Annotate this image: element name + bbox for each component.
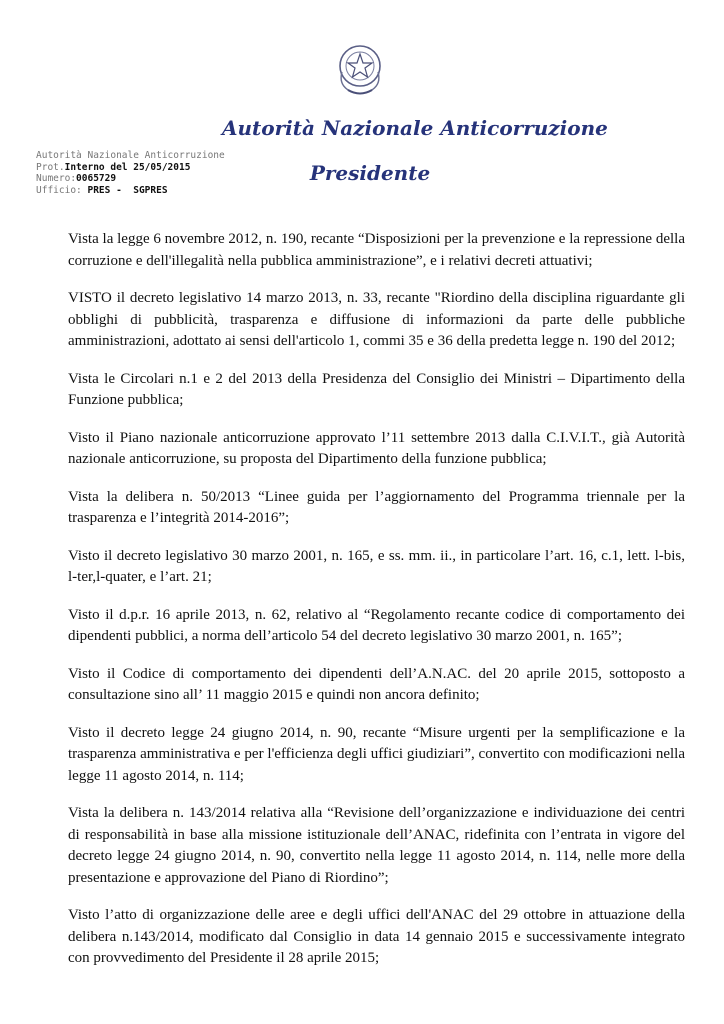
number-label: Numero: bbox=[36, 173, 77, 184]
protocol-stamp bbox=[36, 150, 225, 196]
office-value: PRES - SGPRES bbox=[81, 184, 168, 196]
number-value: 0065729 bbox=[76, 173, 117, 184]
document-body bbox=[68, 229, 685, 970]
paragraph: Visto il Piano nazionale anticorruzione approvato l’11 settembre 2013 dalla C.I.V.I.T., già Autorità nazionale anticorruzione, su proposta del Dipartimento della funzione pubblica; bbox=[68, 429, 685, 467]
protocol-value: Interno del 25/05/2015 bbox=[64, 161, 191, 173]
paragraph: Visto il decreto legge 24 giugno 2014, n. 90, recante “Misure urgenti per la semplificazione e la trasparenza amministrativa e per l'efficienza degli uffici giudiziari”, convertito con modificazioni nella legge 11 agosto 2014, n. 114; bbox=[68, 724, 685, 784]
paragraph: Visto il Codice di comportamento dei dipendenti dell’A.N.AC. del 20 aprile 2015, sottoposto a consultazione sino all’ 11 maggio 2015 e quindi non ancora definito; bbox=[68, 665, 685, 703]
paragraph: Visto il decreto legislativo 30 marzo 2001, n. 165, e ss. mm. ii., in particolare l’art. 16, c.1, lett. l-bis, l-ter,l-quater, e l’art. 21; bbox=[68, 547, 685, 585]
paragraph: Visto l’atto di organizzazione delle aree e degli uffici dell'ANAC del 29 ottobre in attuazione della delibera n.143/2014, modificato dal Consiglio in data 14 gennaio 2015 e successivamente integrato con provvedimento del Presidente il 28 aprile 2015; bbox=[68, 907, 685, 966]
office-label: Ufficio: bbox=[36, 184, 82, 196]
office-row bbox=[36, 185, 225, 197]
paragraph: VISTO il decreto legislativo 14 marzo 2013, n. 33, recante "Riordino della disciplina riguardante gli obblighi di pubblicità, trasparenza e diffusione di informazioni da parte delle pubbliche amministrazioni, adottato ai sensi dell'articolo 1, commi 35 e 36 della predetta legge n. 190 del 2012; bbox=[68, 290, 685, 349]
paragraph: Vista la delibera n. 50/2013 “Linee guida per l’aggiornamento del Programma triennale per la trasparenza e l’integrità 2014-2016”; bbox=[68, 488, 685, 526]
protocol-authority: Autorità Nazionale Anticorruzione bbox=[36, 150, 225, 161]
number-row bbox=[36, 173, 225, 185]
protocol-row bbox=[36, 162, 225, 174]
protocol-label: Prot. bbox=[36, 161, 65, 173]
authority-name: Autorità Nazionale Anticorruzione bbox=[222, 116, 608, 140]
paragraph: Vista le Circolari n.1 e 2 del 2013 della Presidenza del Consiglio dei Ministri – Dipartimento della Funzione pubblica; bbox=[68, 370, 685, 408]
italian-republic-emblem-icon bbox=[334, 42, 386, 98]
paragraph: Vista la legge 6 novembre 2012, n. 190, recante “Disposizioni per la prevenzione e la repressione della corruzione e dell'illegalità nella pubblica amministrazione”, e i relativi decreti attuativi; bbox=[68, 231, 685, 269]
president-title: Presidente bbox=[309, 161, 431, 185]
paragraph: Vista la delibera n. 143/2014 relativa alla “Revisione dell’organizzazione e individuazione dei centri di responsabilità in base alla missione istituzionale dell’ANAC, ridefinita con l’entrata in vigore del decreto legge 24 giugno 2014, n. 90, convertito nella legge 11 agosto 2014, n. 114, nelle more della presentazione e approvazione del Piano di Riordino”; bbox=[68, 805, 685, 886]
paragraph: Visto il d.p.r. 16 aprile 2013, n. 62, relativo al “Regolamento recante codice di comportamento dei dipendenti pubblici, a norma dell’articolo 54 del decreto legislativo 30 marzo 2001, n. 165”; bbox=[68, 606, 685, 644]
